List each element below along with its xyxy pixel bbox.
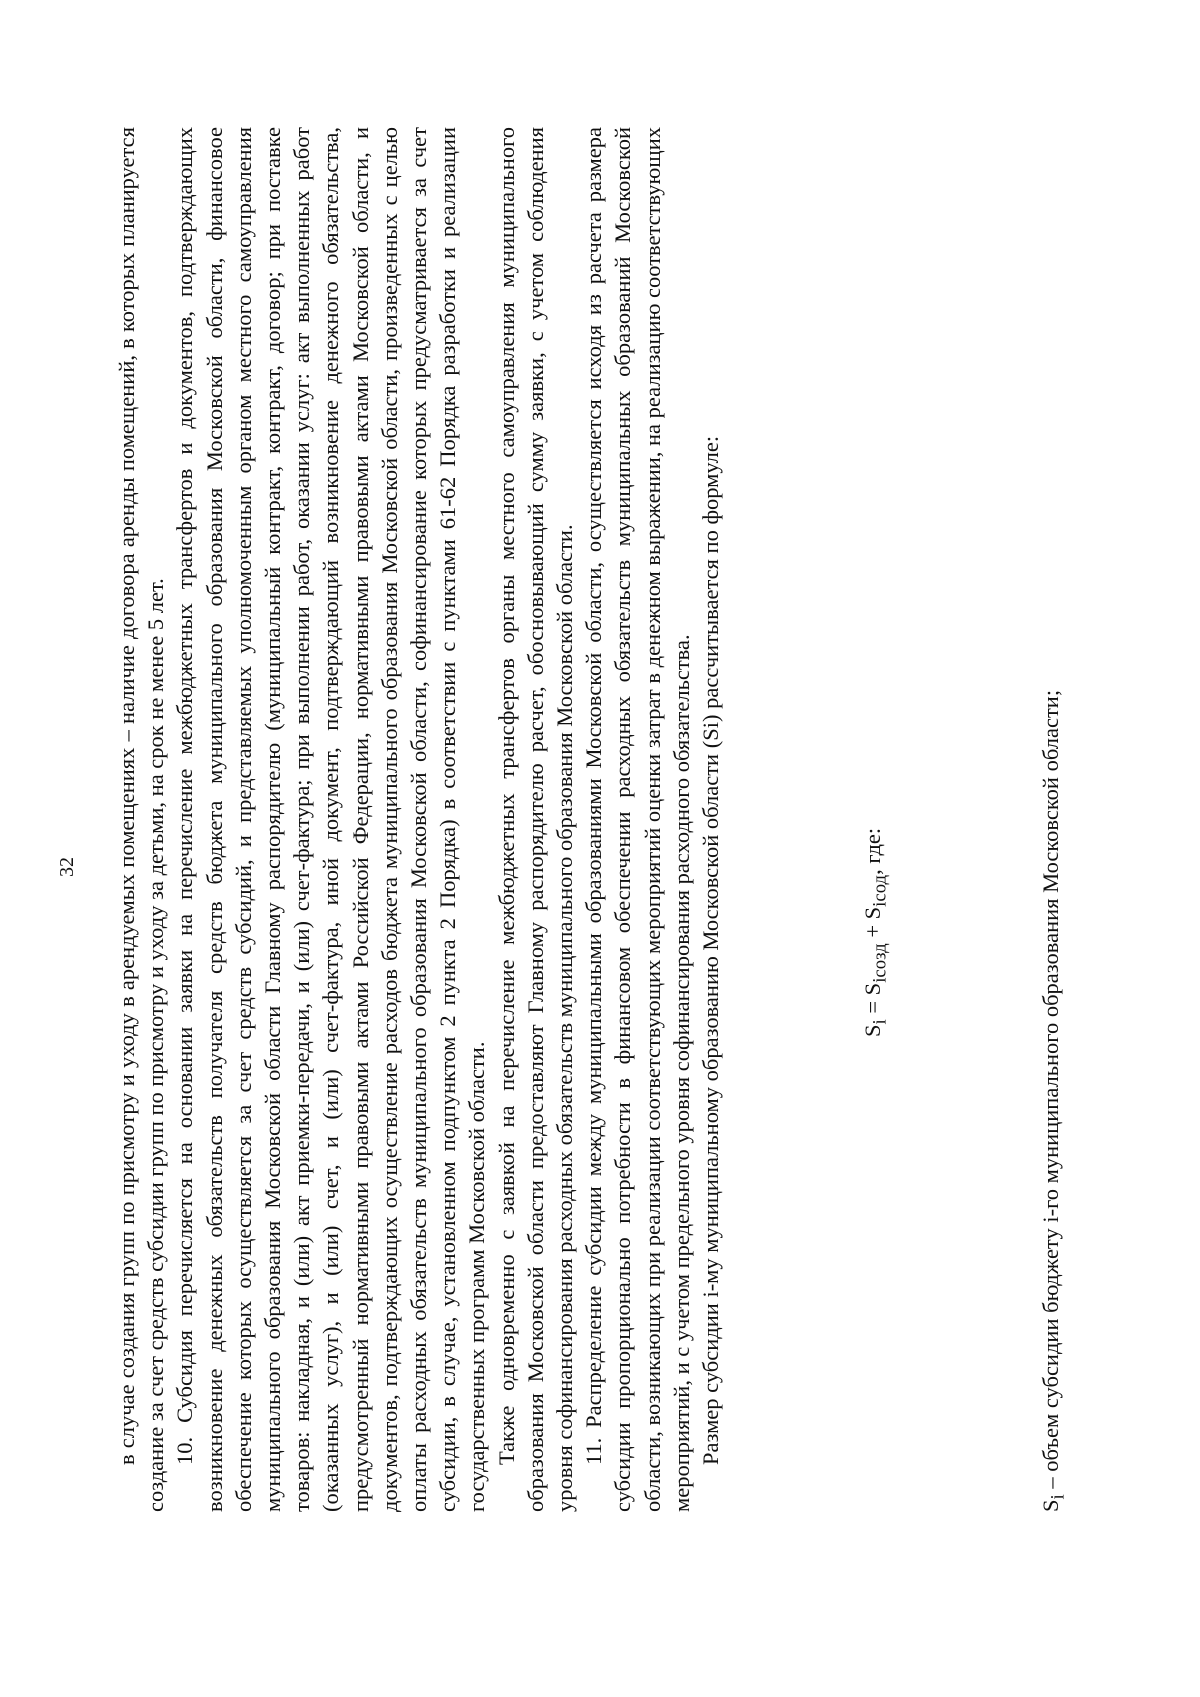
formula-eq: = bbox=[860, 995, 885, 1020]
paragraph-application-calc: Также одновременно с заявкой на перечисление межбюджетных трансфертов органы местного самоуправления муниципального образования Московской области предоставляют Главному распорядителю расчет, обосновывающий сумму заявки, с учетом соблюдения уровня софинансирования расходных обязательств муниципального образования Московской области. bbox=[493, 127, 578, 1512]
formula-term-1: S bbox=[860, 982, 885, 996]
definition-si bbox=[1038, 690, 1070, 1512]
definition-text: – объем субсидии бюджету i-го муниципального образования Московской области; bbox=[1038, 689, 1063, 1495]
paragraph-10-transfer: 10. Субсидия перечисляется на основании заявки на перечисление межбюджетных трансфертов и документов, подтверждающих возникновение денежных обязательств получателя средств бюджета муниципального образования Московской области, финансовое обеспечение которых осуществляется за счет средств субсидий, и представляемых уполномоченным органом местного самоуправления муниципального образования Московской области Главному распорядителю (муниципальный контракт, контракт, договор; при поставке товаров: накладная, и (или) акт приемки-передачи, и (или) счет-фактура; при выполнении работ, оказании услуг: акт выполненных работ (оказанных услуг), и (или) счет, и (или) счет-фактура, иной документ, подтверждающий возникновение денежного обязательства, предусмотренный нормативными правовыми актами Российской Федерации, нормативными правовыми актами Московской области, и документов, подтверждающих осуществление расходов бюджета муниципального образования Московской области, произведенных с целью оплаты расходных обязательств муниципального образования Московской области, софинансирование которых предусматривается за счет субсидии, в случае, установленном подпунктом 2 пункта 2 Порядка) в соответствии с пунктами 61-62 Порядка разработки и реализации государственных программ Московской области. bbox=[172, 127, 490, 1512]
definition-symbol: S bbox=[1038, 1499, 1063, 1512]
formula-tail: , где: bbox=[860, 827, 885, 875]
page-number: 32 bbox=[56, 857, 78, 877]
formula-lhs-sub: i bbox=[869, 1019, 891, 1025]
formula-lhs: S bbox=[860, 1024, 885, 1037]
formula-term-2-sub: iсод bbox=[869, 874, 891, 907]
formula-term-2: S bbox=[860, 906, 885, 920]
paragraph-rental-condition: в случае создания групп по присмотру и уходу в арендуемых помещениях – наличие договора аренды помещений, в которых планируется создание за счет средств субсидии групп по присмотру и уходу за детьми, на срок не менее 5 лет. bbox=[114, 127, 169, 1512]
subsidy-formula bbox=[860, 828, 892, 1037]
definition-symbol-sub: i bbox=[1047, 1494, 1069, 1500]
paragraph-11-distribution: 11. Распределение субсидии между муниципальными образованиями Московской области, осуществляется исходя из расчета размера субсидии пропорционально потребности в финансовом обеспечении расходных обязательств муниципальных образований Московской области, возникающих при реализации соответствующих мероприятий оценки затрат в денежном выражении, на реализацию соответствующих мероприятий, и с учетом предельного уровня софинансирования расходного обязательства. bbox=[581, 127, 694, 1512]
formula-plus: + bbox=[860, 919, 885, 944]
formula-term-1-sub: iсозд bbox=[869, 943, 891, 983]
paragraph-formula-intro: Размер субсидии i-му муниципальному образованию Московской области (Si) рассчитывается по формуле: bbox=[698, 435, 724, 1465]
body-text bbox=[112, 127, 725, 1512]
